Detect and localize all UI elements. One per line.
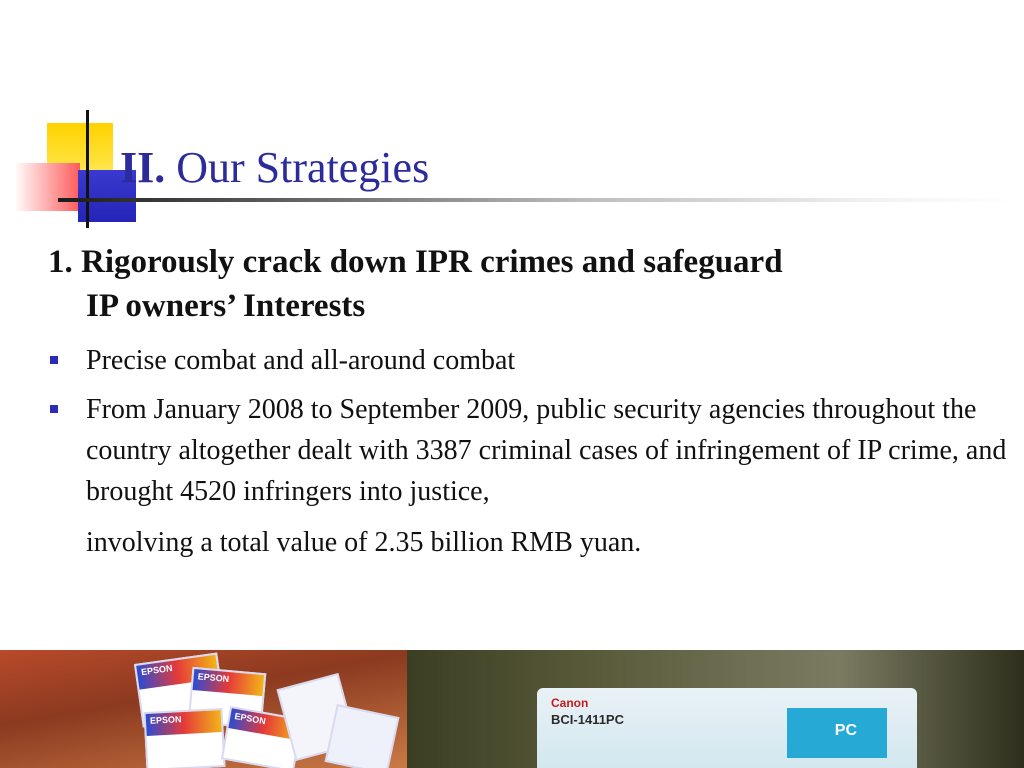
cartridge-model: BCI-1411PC bbox=[551, 712, 624, 727]
title-underline bbox=[58, 198, 1018, 202]
photo-counterfeit-ink-boxes bbox=[0, 650, 407, 768]
ink-box: EPSON bbox=[144, 708, 226, 768]
cartridge-label bbox=[537, 688, 917, 768]
section-heading bbox=[48, 240, 978, 328]
decorative-red-square bbox=[14, 163, 80, 211]
square-bullet-icon bbox=[50, 356, 58, 364]
ink-box: EPSON bbox=[221, 706, 303, 768]
bullet-list bbox=[48, 340, 1008, 571]
heading-line-2: IP owners’ Interests bbox=[86, 288, 366, 324]
photo-ink-cartridge bbox=[407, 650, 1024, 768]
slide-title bbox=[120, 140, 429, 196]
square-bullet-icon bbox=[50, 405, 58, 413]
ink-box bbox=[325, 704, 400, 768]
heading-line-1: 1. Rigorously crack down IPR crimes and safeguard bbox=[48, 244, 783, 280]
bullet-text-continued: involving a total value of 2.35 billion RMB yuan. bbox=[86, 527, 642, 558]
ink-box: EPSON bbox=[134, 652, 226, 727]
bullet-item bbox=[48, 389, 1008, 563]
bullet-item bbox=[48, 340, 1008, 381]
photo-strip bbox=[0, 650, 1024, 768]
cartridge-color-code: PC bbox=[834, 722, 857, 739]
title-number: II. bbox=[120, 143, 166, 192]
bullet-text: From January 2008 to September 2009, public security agencies throughout the country altogether dealt with 3387 criminal cases of infringement of IP crime, and brought 4520 infringers into justice, bbox=[86, 394, 1007, 507]
title-text: Our Strategies bbox=[176, 143, 430, 192]
cartridge-brand: Canon bbox=[551, 696, 589, 710]
decorative-vertical-line bbox=[86, 110, 89, 228]
ink-box: EPSON bbox=[188, 667, 267, 729]
bullet-text: Precise combat and all-around combat bbox=[86, 345, 516, 376]
